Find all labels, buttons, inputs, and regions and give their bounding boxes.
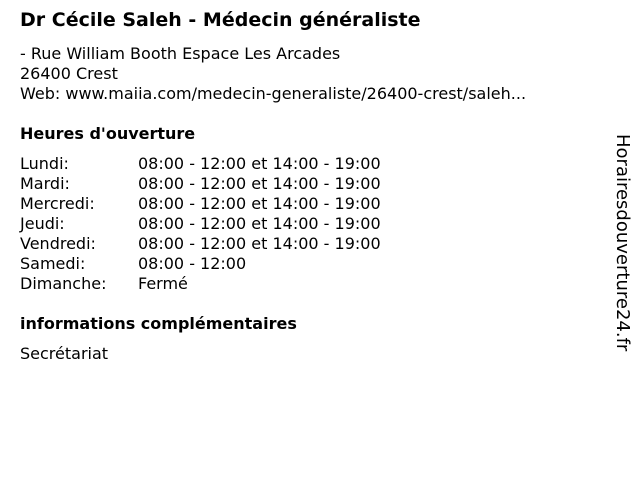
additional-info-text: Secrétariat bbox=[20, 344, 109, 363]
additional-info-heading: informations complémentaires bbox=[20, 314, 297, 333]
day-label: Mardi: bbox=[20, 174, 70, 193]
hours-row-friday bbox=[20, 234, 381, 254]
page-title: Dr Cécile Saleh - Médecin généraliste bbox=[20, 9, 421, 31]
business-address bbox=[20, 44, 526, 104]
hours-value: 08:00 - 12:00 et 14:00 - 19:00 bbox=[138, 154, 381, 173]
hours-row-thursday bbox=[20, 214, 381, 234]
hours-row-saturday bbox=[20, 254, 381, 274]
hours-value: 08:00 - 12:00 et 14:00 - 19:00 bbox=[138, 194, 381, 213]
hours-value: 08:00 - 12:00 et 14:00 - 19:00 bbox=[138, 234, 381, 253]
hours-row-wednesday bbox=[20, 194, 381, 214]
opening-hours-heading: Heures d'ouverture bbox=[20, 124, 196, 143]
site-watermark: Horairesdouverture24.fr bbox=[612, 134, 633, 352]
opening-hours-table bbox=[20, 154, 381, 294]
hours-row-monday bbox=[20, 154, 381, 174]
day-label: Jeudi: bbox=[20, 214, 65, 233]
address-city: 26400 Crest bbox=[20, 64, 118, 83]
day-label: Vendredi: bbox=[20, 234, 96, 253]
day-label: Dimanche: bbox=[20, 274, 107, 293]
hours-value: Fermé bbox=[138, 274, 188, 293]
hours-value: 08:00 - 12:00 bbox=[138, 254, 247, 273]
day-label: Samedi: bbox=[20, 254, 86, 273]
hours-value: 08:00 - 12:00 et 14:00 - 19:00 bbox=[138, 174, 381, 193]
hours-row-tuesday bbox=[20, 174, 381, 194]
website-link[interactable]: Web: www.maiia.com/medecin-generaliste/26400-crest/saleh... bbox=[20, 84, 527, 103]
day-label: Mercredi: bbox=[20, 194, 95, 213]
hours-value: 08:00 - 12:00 et 14:00 - 19:00 bbox=[138, 214, 381, 233]
day-label: Lundi: bbox=[20, 154, 69, 173]
address-street: - Rue William Booth Espace Les Arcades bbox=[20, 44, 341, 63]
hours-row-sunday bbox=[20, 274, 381, 294]
